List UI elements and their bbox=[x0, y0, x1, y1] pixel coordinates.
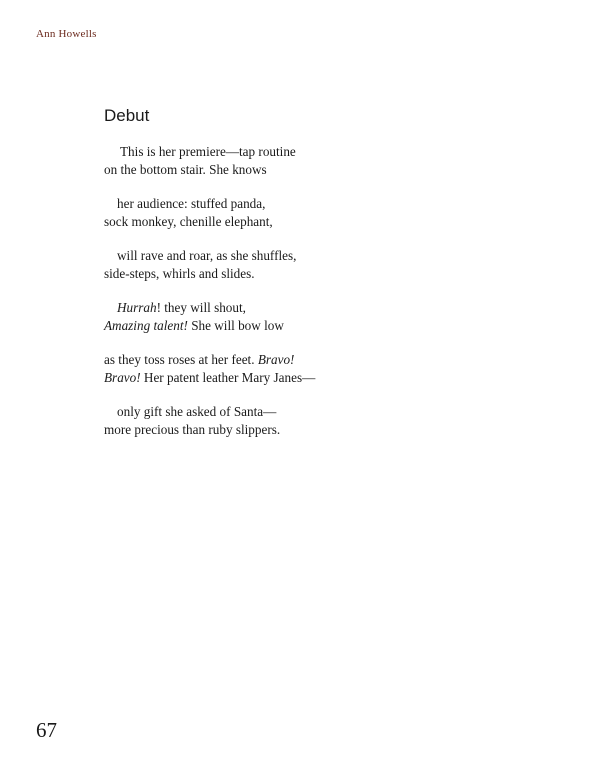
poem-line: This is her premiere—tap routine bbox=[120, 144, 296, 159]
stanza-1 bbox=[104, 143, 315, 179]
poem-line: will rave and roar, as she shuffles, bbox=[117, 248, 297, 263]
poem-body bbox=[104, 143, 315, 455]
poem-line-rest: She will bow low bbox=[187, 318, 284, 333]
stanza-4 bbox=[104, 299, 315, 335]
poem-line: only gift she asked of Santa— bbox=[117, 404, 277, 419]
poem-line: more precious than ruby slippers. bbox=[104, 422, 281, 437]
stanza-6 bbox=[104, 403, 315, 439]
emphasis-bravo: Bravo! bbox=[257, 352, 295, 367]
running-header-author: Ann Howells bbox=[36, 28, 97, 40]
poem-line-rest: Her patent leather Mary Janes— bbox=[140, 370, 316, 385]
poem-line-text: as they toss roses at her feet. bbox=[104, 352, 258, 367]
poem-title: Debut bbox=[104, 106, 150, 125]
poem-line: sock monkey, chenille elephant, bbox=[104, 214, 273, 229]
poem-line: her audience: stuffed panda, bbox=[117, 196, 266, 211]
poem-line: on the bottom stair. She knows bbox=[104, 162, 267, 177]
emphasis-bravo: Bravo! bbox=[104, 370, 141, 385]
stanza-2 bbox=[104, 195, 315, 231]
poem-line bbox=[104, 351, 315, 369]
emphasis-amazing-talent: Amazing talent! bbox=[104, 318, 188, 333]
poem-line bbox=[104, 299, 315, 317]
poem-line bbox=[104, 369, 315, 387]
emphasis-hurrah: Hurrah bbox=[117, 300, 157, 315]
stanza-3 bbox=[104, 247, 315, 283]
poem-line-rest: ! they will shout, bbox=[156, 300, 246, 315]
stanza-5 bbox=[104, 351, 315, 387]
poem-line: side-steps, whirls and slides. bbox=[104, 266, 255, 281]
page-number: 67 bbox=[36, 718, 57, 742]
poem-line bbox=[104, 317, 315, 335]
